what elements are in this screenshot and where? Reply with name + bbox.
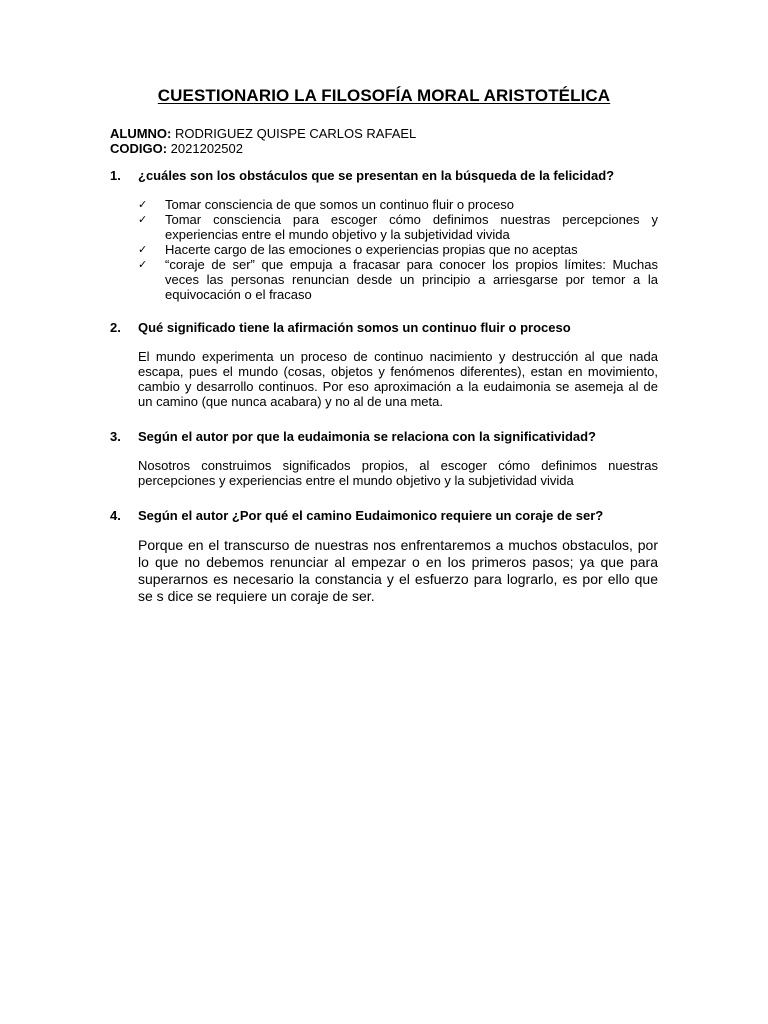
question-3: [110, 429, 658, 445]
question-number: 3.: [110, 429, 121, 444]
question-2: [110, 320, 658, 336]
checklist-item: [138, 212, 658, 242]
question-4: [110, 508, 658, 524]
checklist-item: [138, 257, 658, 302]
page-title: CUESTIONARIO LA FILOSOFÍA MORAL ARISTOTÉLICA: [157, 86, 611, 105]
question-number: 4.: [110, 508, 121, 523]
answer-3: Nosotros construimos significados propios, al escoger cómo definimos nuestras percepciones y experiencias entre el mundo objetivo y la subjetividad vivida: [138, 458, 658, 488]
check-icon: ✓: [138, 258, 148, 271]
student-info: [110, 126, 658, 156]
question-text: Qué significado tiene la afirmación somos un continuo fluir o proceso: [138, 320, 571, 335]
checklist-item: [138, 197, 658, 212]
question-text: Según el autor ¿Por qué el camino Eudaimonico requiere un coraje de ser?: [138, 508, 604, 523]
checklist-item-text: Hacerte cargo de las emociones o experiencias propias que no aceptas: [165, 242, 578, 257]
question-1: [110, 168, 658, 184]
check-icon: ✓: [138, 243, 148, 256]
check-icon: ✓: [138, 198, 148, 211]
codigo-label: CODIGO:: [110, 141, 168, 156]
answer-1-checklist: [138, 197, 658, 302]
question-text: ¿cuáles son los obstáculos que se presentan en la búsqueda de la felicidad?: [138, 168, 615, 183]
answer-4: Porque en el transcurso de nuestras nos enfrentaremos a muchos obstaculos, por lo que no debemos renunciar al empezar o en los primeros pasos; ya que para superarnos es necesario la constancia y el esfuerzo para lograrlo, es por ello que se s dice se requiere un coraje de ser.: [138, 537, 658, 604]
alumno-value: RODRIGUEZ QUISPE CARLOS RAFAEL: [171, 126, 417, 141]
checklist-item: [138, 242, 658, 257]
student-name-line: [110, 126, 658, 141]
question-number: 1.: [110, 168, 121, 183]
checklist-item-text: Tomar consciencia de que somos un continuo fluir o proceso: [165, 197, 515, 212]
alumno-label: ALUMNO:: [110, 126, 172, 141]
answer-2: El mundo experimenta un proceso de continuo nacimiento y destrucción al que nada escapa, pues el mundo (cosas, objetos y fenómenos diferentes), estan en movimiento, cambio y desarrollo continuos. Por eso aproximación a la eudaimonia se asemeja al de un camino (que nunca acabara) y no al de una meta.: [138, 349, 658, 409]
question-number: 2.: [110, 320, 121, 335]
codigo-value: 2021202502: [167, 141, 243, 156]
student-code-line: [110, 141, 658, 156]
question-text: Según el autor por que la eudaimonia se relaciona con la significatividad?: [138, 429, 596, 444]
checklist-item-text: Tomar consciencia para escoger cómo definimos nuestras percepciones y experiencias entre el mundo objetivo y la subjetividad vivida: [165, 212, 658, 242]
check-icon: ✓: [138, 213, 148, 226]
checklist-item-text: “coraje de ser” que empuja a fracasar para conocer los propios límites: Muchas veces las personas renuncian desde un principio a arriesgarse por temor a la equivocación o el fracaso: [165, 257, 658, 302]
